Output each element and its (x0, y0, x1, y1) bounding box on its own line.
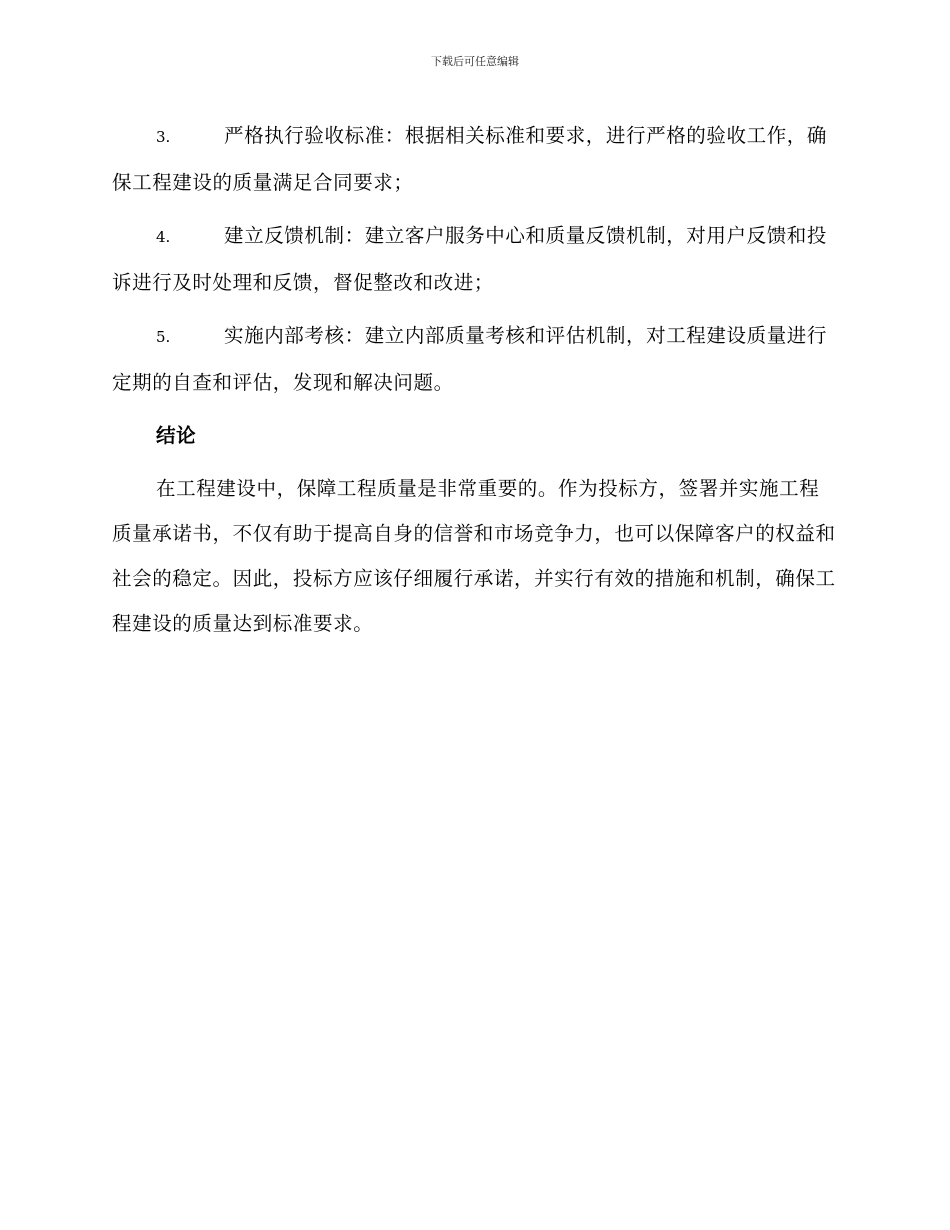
list-item-number: 5. (156, 328, 171, 346)
list-item-text: 实施内部考核：建立内部质量考核和评估机制，对工程建设质量进行定期的自查和评估，发现和解决问题。 (112, 324, 828, 394)
list-item (112, 113, 838, 205)
list-item-text: 严格执行验收标准：根据相关标准和要求，进行严格的验收工作，确保工程建设的质量满足合同要求； (112, 124, 828, 194)
list-item-text: 建立反馈机制：建立客户服务中心和质量反馈机制，对用户反馈和投诉进行及时处理和反馈，督促整改和改进； (112, 224, 828, 294)
document-body (112, 113, 838, 646)
conclusion-heading: 结论 (156, 424, 197, 447)
list-item-number: 3. (156, 128, 171, 146)
list-item-number: 4. (156, 228, 171, 246)
page-header: 下载后可任意编辑 (431, 55, 519, 68)
list-item (112, 313, 838, 405)
list-item (112, 213, 838, 305)
conclusion-paragraph: 在工程建设中，保障工程质量是非常重要的。作为投标方，签署并实施工程质量承诺书，不仅有助于提高自身的信誉和市场竞争力，也可以保障客户的权益和社会的稳定。因此，投标方应该仔细履行承诺，并实行有效的措施和机制，确保工程建设的质量达到标准要求。 (112, 477, 836, 635)
